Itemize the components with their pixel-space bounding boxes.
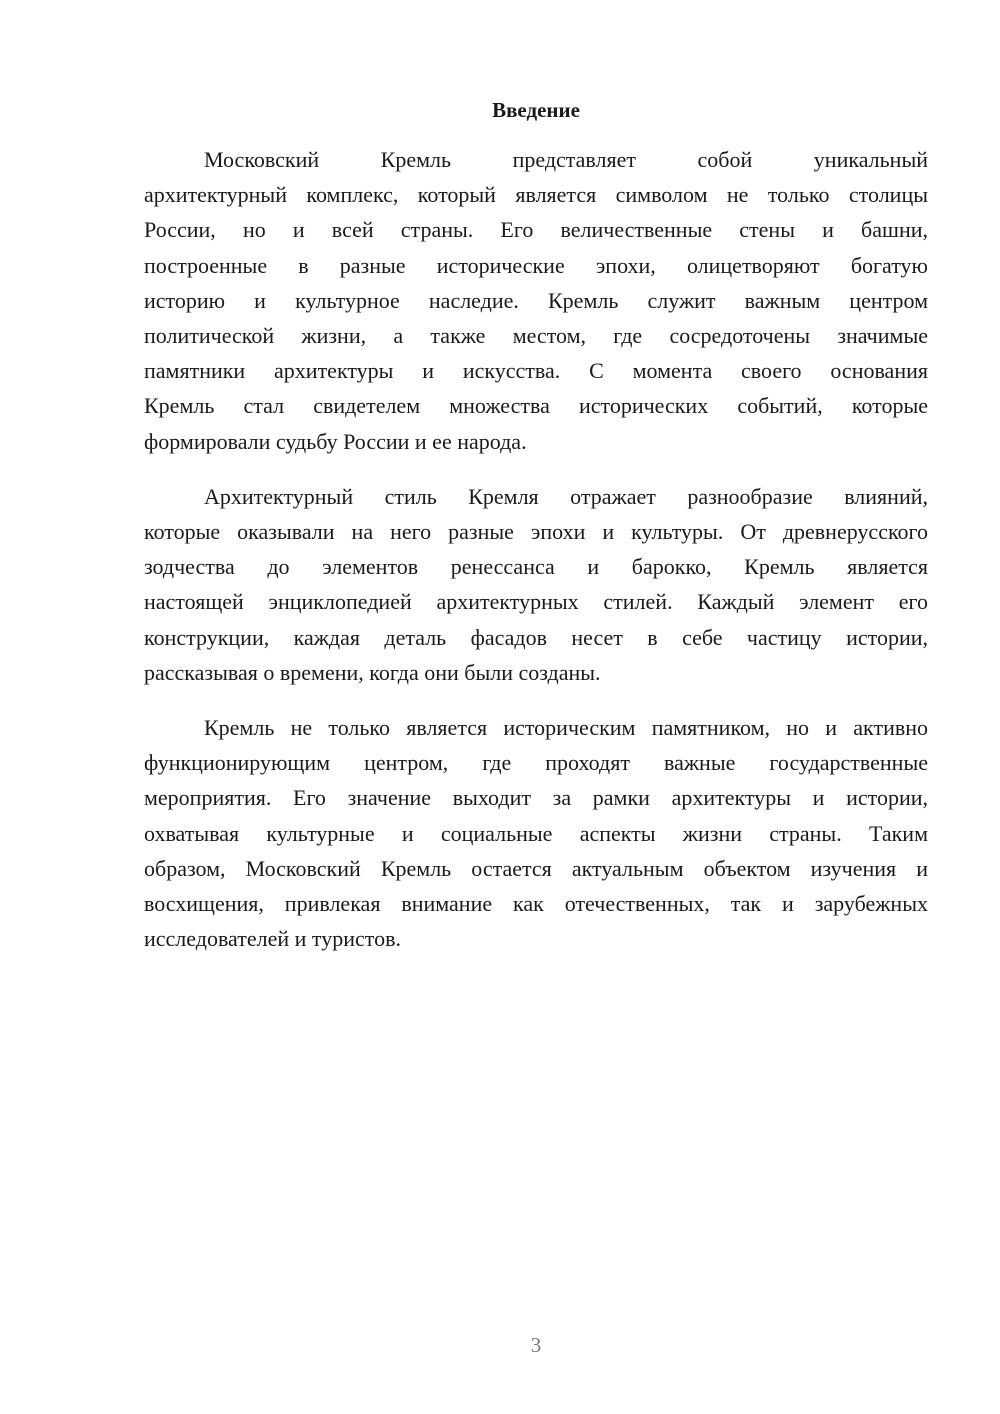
paragraph xyxy=(144,142,928,459)
text-line: формировали судьбу России и ее народа. xyxy=(144,428,527,454)
text-line: конструкции, каждая деталь фасадов несет в себе частицу истории, xyxy=(144,624,928,650)
paragraph xyxy=(144,479,928,690)
text-line: построенные в разные исторические эпохи, олицетворяют богатую xyxy=(144,252,928,278)
text-line: историю и культурное наследие. Кремль служит важным центром xyxy=(144,287,928,313)
text-line: Архитектурный стиль Кремля отражает разнообразие влияний, xyxy=(204,483,928,509)
document-body xyxy=(144,142,928,976)
page-number: 3 xyxy=(530,1333,542,1357)
text-line: мероприятия. Его значение выходит за рамки архитектуры и истории, xyxy=(144,785,928,811)
paragraph xyxy=(144,710,928,956)
text-line: функционирующим центром, где проходят важные государственные xyxy=(144,750,928,776)
text-line: памятники архитектуры и искусства. С момента своего основания xyxy=(144,358,928,384)
text-line: зодчества до элементов ренессанса и барокко, Кремль является xyxy=(144,554,928,580)
text-line: настоящей энциклопедией архитектурных стилей. Каждый элемент его xyxy=(144,589,928,615)
text-line: которые оказывали на него разные эпохи и культуры. От древнерусского xyxy=(144,519,928,545)
text-line: Московский Кремль представляет собой уникальный xyxy=(204,147,928,172)
text-line: охватывая культурные и социальные аспекты жизни страны. Таким xyxy=(144,820,928,846)
text-line: восхищения, привлекая внимание как отечественных, так и зарубежных xyxy=(144,891,928,917)
section-heading: Введение xyxy=(492,98,580,122)
text-line: Кремль стал свидетелем множества исторических событий, которые xyxy=(144,393,928,419)
text-line: исследователей и туристов. xyxy=(144,926,401,952)
text-line: Кремль не только является историческим памятником, но и активно xyxy=(204,715,928,741)
text-line: России, но и всей страны. Его величественные стены и башни, xyxy=(144,217,928,243)
text-line: политической жизни, а также местом, где сосредоточены значимые xyxy=(144,323,928,349)
text-line: образом, Московский Кремль остается актуальным объектом изучения и xyxy=(144,855,928,881)
text-line: архитектурный комплекс, который является символом не только столицы xyxy=(144,182,928,208)
text-line: рассказывая о времени, когда они были созданы. xyxy=(144,659,601,685)
